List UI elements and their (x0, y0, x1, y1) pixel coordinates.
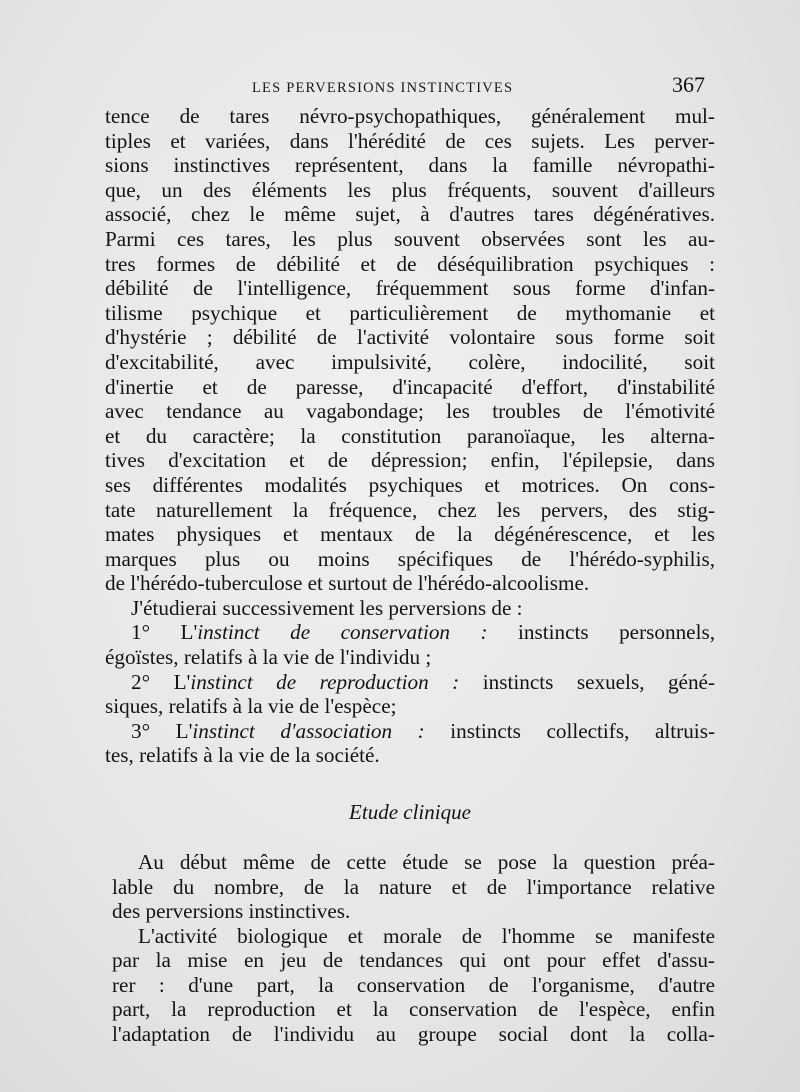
text-line: avec tendance au vagabondage; les troubles de l'émotivité (105, 399, 715, 424)
text-line: de l'hérédo-tuberculose et surtout de l'hérédo-alcoolisme. (105, 571, 590, 596)
text-line: tilisme psychique et particulièrement de mythomanie et (105, 300, 715, 325)
item-number: 2° (131, 669, 151, 694)
item-article: L' (173, 669, 191, 694)
text-line: l'adaptation de l'individu au groupe social dont la colla- (112, 1021, 715, 1046)
item-number: 3° (131, 718, 151, 743)
text-line: des perversions instinctives. (112, 899, 351, 923)
text-line: tres formes de débilité et de déséquilibration psychiques : (105, 251, 715, 276)
text-line: sions instinctives représentent, dans la famille névropathi- (105, 153, 715, 178)
text-line: L'activité biologique et morale de l'homme se manifeste (138, 923, 715, 948)
text-line: Au début même de cette étude se pose la question préa- (138, 850, 715, 874)
main-text-block (105, 104, 715, 768)
item-term: instinct de reproduction : (190, 669, 460, 694)
text-line: égoïstes, relatifs à la vie de l'individu ; (105, 645, 432, 670)
text-line: tes, relatifs à la vie de la société. (105, 743, 380, 768)
second-text-block (112, 850, 715, 1046)
item-number: 1° (131, 620, 151, 645)
enumeration-item-1 (105, 620, 715, 645)
enumeration-item-2 (105, 670, 715, 695)
text-line: tence de tares névro-psychopathiques, généralement mul- (105, 104, 715, 128)
item-article: L' (175, 718, 193, 743)
enumeration-intro: J'étudierai successivement les perversions de : (131, 595, 523, 620)
enumeration-item-3 (105, 719, 715, 744)
text-line: ses différentes modalités psychiques et motrices. On cons- (105, 472, 715, 497)
text-line: tiples et variées, dans l'hérédité de ces sujets. Les perver- (105, 128, 715, 153)
text-line: tives d'excitation et de dépression; enfin, l'épilepsie, dans (105, 448, 715, 473)
text-line: rer : d'une part, la conservation de l'organisme, d'autre (112, 972, 715, 997)
text-line: lable du nombre, de la nature et de l'importance relative (112, 874, 715, 899)
text-line: mates physiques et mentaux de la dégénérescence, et les (105, 522, 715, 547)
item-term: instinct d'association : (192, 718, 425, 743)
text-line: débilité de l'intelligence, fréquemment sous forme d'infan- (105, 276, 715, 301)
item-description: instincts collectifs, altruis- (424, 718, 715, 743)
section-heading: Etude clinique (349, 800, 471, 824)
item-description: instincts sexuels, géné- (459, 669, 716, 694)
text-line: siques, relatifs à la vie de l'espèce; (105, 694, 397, 719)
item-description: instincts personnels, (487, 620, 715, 645)
text-line: marques plus ou moins spécifiques de l'hérédo-syphilis, (105, 546, 715, 571)
text-line: d'inertie et de paresse, d'incapacité d'effort, d'instabilité (105, 374, 715, 399)
text-line: tate naturellement la fréquence, chez les pervers, des stig- (105, 497, 715, 522)
text-line: d'excitabilité, avec impulsivité, colère, indocilité, soit (105, 349, 715, 374)
item-term: instinct de conservation : (197, 620, 488, 645)
text-line: Parmi ces tares, les plus souvent observées sont les au- (105, 226, 715, 251)
text-line: d'hystérie ; débilité de l'activité volontaire sous forme soit (105, 325, 715, 350)
page-number: 367 (672, 72, 705, 97)
text-line: et du caractère; la constitution paranoïaque, les alterna- (105, 423, 715, 448)
text-line: part, la reproduction et la conservation de l'espèce, enfin (112, 997, 715, 1021)
text-line: par la mise en jeu de tendances qui ont pour effet d'assu- (112, 948, 715, 972)
text-line: que, un des éléments les plus fréquents, souvent d'ailleurs (105, 177, 715, 202)
item-article: L' (180, 620, 198, 645)
page-header (105, 72, 705, 102)
running-head: LES PERVERSIONS INSTINCTIVES (252, 80, 514, 96)
text-line: associé, chez le même sujet, à d'autres tares dégénératives. (105, 202, 715, 227)
